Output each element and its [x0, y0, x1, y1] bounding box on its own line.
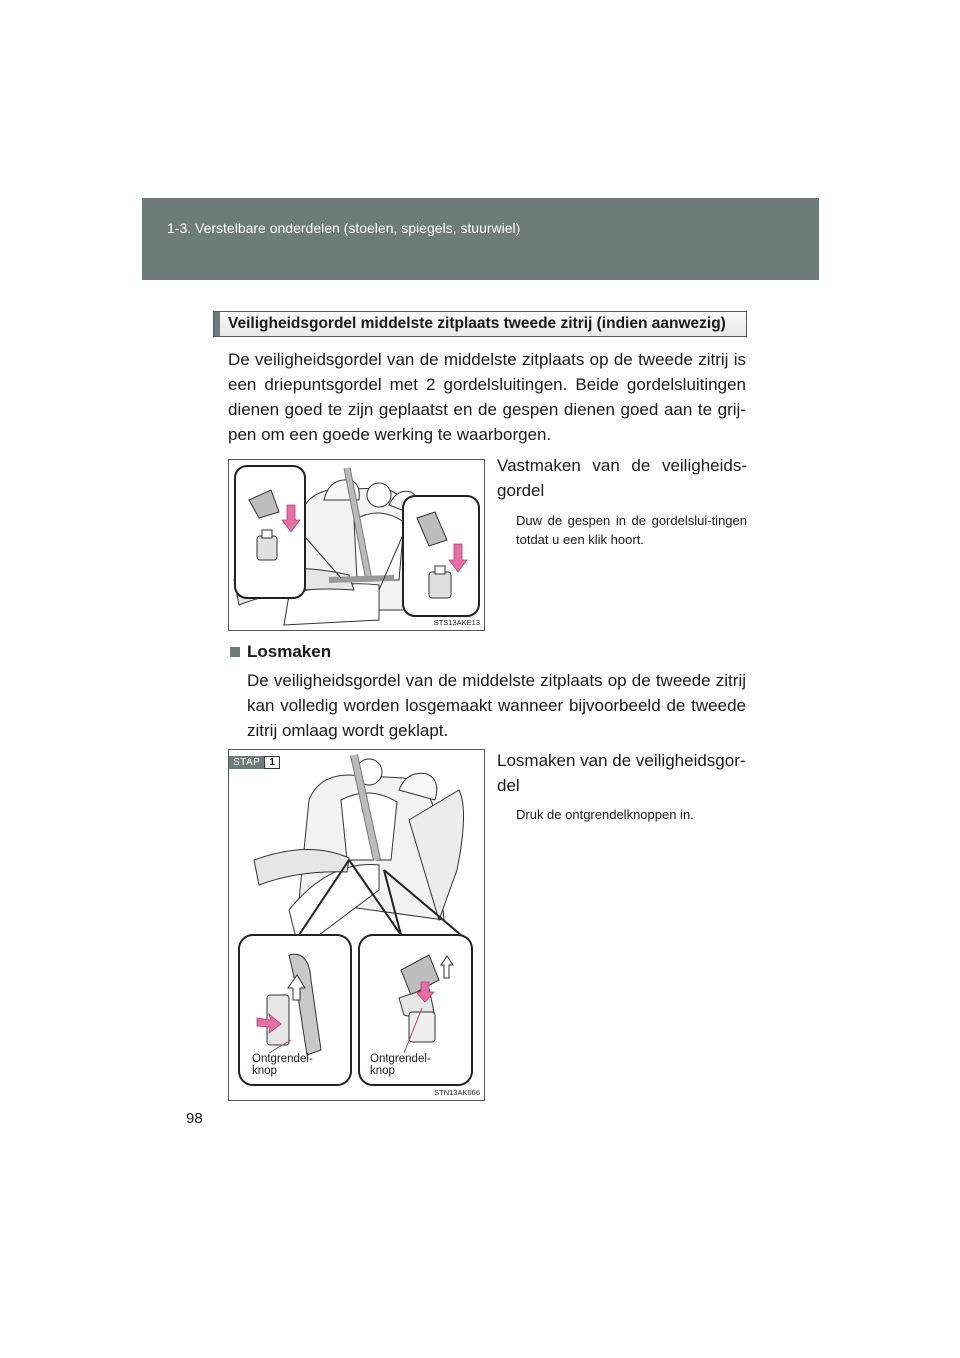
intro-paragraph: De veiligheidsgordel van de middelste zitplaats op de tweede zitrij is een driepuntsgordel met 2 gordelsluitingen. Beide gordelsluitingen dienen goed te zijn geplaatst en de gespen dienen goed aan te grij-pen om een goede werking te waarborgen.: [228, 350, 746, 444]
page-number: 98: [186, 1110, 203, 1127]
figure-code: STS13AKE13: [433, 618, 480, 627]
step-label: STAP: [229, 756, 264, 769]
bullet-square-icon: [230, 647, 240, 657]
release-paragraph: De veiligheidsgordel van de middelste zitplaats op de tweede zitrij kan volledig worden losgemaakt wanneer bijvoorbeeld de tweede zitrij omlaag wordt geklapt.: [247, 671, 746, 740]
section-title-bar: [214, 312, 220, 336]
release-note: Druk de ontgrendelknoppen in.: [516, 807, 694, 822]
fastening-illustration: [228, 459, 485, 631]
fastening-heading: Vastmaken van de veiligheids-gordel: [497, 456, 747, 500]
fastening-note: Duw de gespen in de gordelslui-tingen totdat u een klik hoort.: [516, 513, 747, 547]
section-title: Veiligheidsgordel middelste zitplaats tweede zitrij (indien aanwezig): [228, 315, 726, 332]
release-bullet-heading: [230, 642, 331, 662]
chapter-header: [142, 198, 819, 280]
step-number: 1: [264, 756, 280, 769]
release-button-label-left-text: Ontgrendel- knop: [252, 1053, 313, 1077]
release-illustration: [228, 749, 485, 1101]
release-button-label-left: [252, 1053, 313, 1077]
release-button-label-right: [370, 1053, 431, 1077]
release-bullet-label: Losmaken: [247, 642, 332, 661]
release-heading: Losmaken van de veiligheidsgor-del: [497, 751, 746, 795]
breadcrumb: 1-3. Verstelbare onderdelen (stoelen, spiegels, stuurwiel): [167, 220, 521, 236]
release-button-label-right-text: Ontgrendel- knop: [370, 1053, 431, 1077]
figure-code: STN13AK066: [434, 1088, 480, 1097]
section-title-box: [213, 311, 747, 337]
step-indicator: [229, 756, 280, 769]
